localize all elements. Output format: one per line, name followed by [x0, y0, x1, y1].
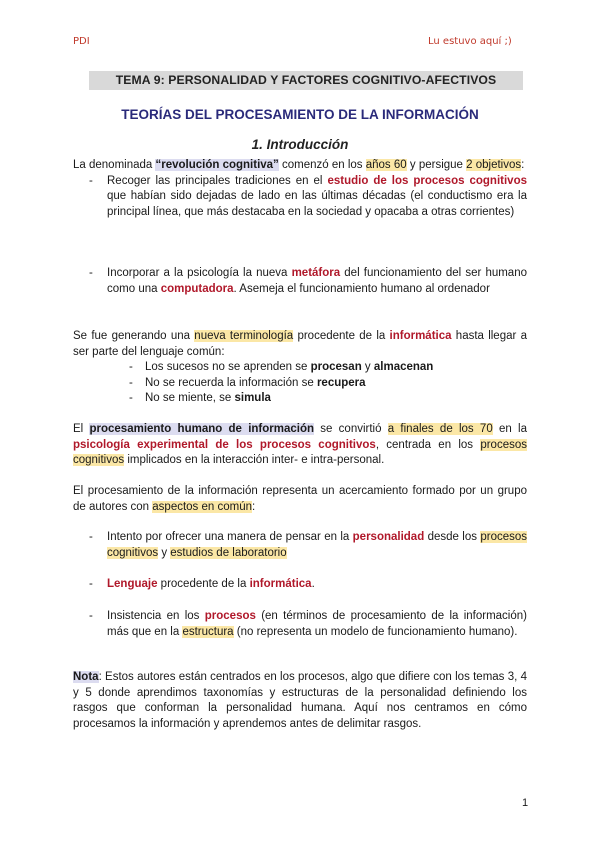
- subtitle: TEORÍAS DEL PROCESAMIENTO DE LA INFORMACIÓN: [121, 107, 479, 122]
- paragraph-4: El procesamiento de la información representa un acercamiento formado por un grupo de autores con aspectos en común:: [73, 485, 527, 513]
- topic-title: TEMA 9: PERSONALIDAD Y FACTORES COGNITIVO-AFECTIVOS: [89, 71, 523, 90]
- bullet-block-2: [73, 266, 527, 297]
- note-block: [73, 670, 527, 732]
- sub-item-3: - No se miente, se simula: [129, 392, 271, 404]
- paragraph-3: El procesamiento humano de información se convirtió a finales de los 70 en la psicología experimental de los procesos cognitivos, centrada en los procesos cognitivos implicados en la interacción inter- e intra-personal.: [73, 423, 527, 466]
- terminology-block: [73, 329, 527, 407]
- section-heading: 1. Introducción: [251, 137, 349, 152]
- sub-item-2: - No se recuerda la información se recupera: [129, 376, 366, 389]
- paragraph-2: Se fue generando una nueva terminología procedente de la informática hasta llegar a ser parte del lenguaje común:: [73, 330, 527, 358]
- bullet-block-3: [73, 530, 527, 561]
- header-right: Lu estuvo aquí ;): [428, 36, 512, 47]
- bullet-3: - Intento por ofrecer una manera de pensar en la personalidad desde los procesos cognitivos y estudios de laboratorio: [89, 531, 528, 559]
- bullet-block-5: [73, 609, 527, 640]
- paragraph-1: La denominada “revolución cognitiva” comenzó en los años 60 y persigue 2 objetivos:: [73, 159, 525, 171]
- sub-item-1: - Los sucesos no se aprenden se procesan y almacenan: [129, 361, 434, 373]
- bullet-block-4: [73, 577, 527, 593]
- bullet-2: - Incorporar a la psicología la nueva metáfora del funcionamiento del ser humano como una computadora. Asemeja el funcionamiento humano al ordenador: [89, 267, 527, 295]
- page-number: 1: [522, 797, 529, 809]
- bullet-5: - Insistencia en los procesos (en términos de procesamiento de la información) más que en la estructura (no representa un modelo de funcionamiento humano).: [89, 610, 527, 638]
- processing-block: [73, 422, 527, 469]
- bullet-1: - Recoger las principales tradiciones en el estudio de los procesos cognitivos que habían sido dejadas de lado en las últimas décadas (el conductismo era la principal línea, que más destacaba en la sociedad y opacaba a otras corrientes): [89, 174, 527, 218]
- note-paragraph: Nota: Estos autores están centrados en los procesos, algo que difiere con los temas 3, 4 y 5 donde aprendimos taxonomías y estructuras de la personalidad definiendo los rasgos que conforman la personalidad humana. Aquí nos centramos en cómo procesamos la información y aprendemos antes de delimitar rasgos.: [73, 671, 527, 730]
- intro-block: [73, 158, 527, 220]
- bullet-4: - Lenguaje procedente de la informática.: [89, 578, 315, 590]
- header-left: PDI: [73, 36, 90, 47]
- common-aspects-block: [73, 484, 527, 515]
